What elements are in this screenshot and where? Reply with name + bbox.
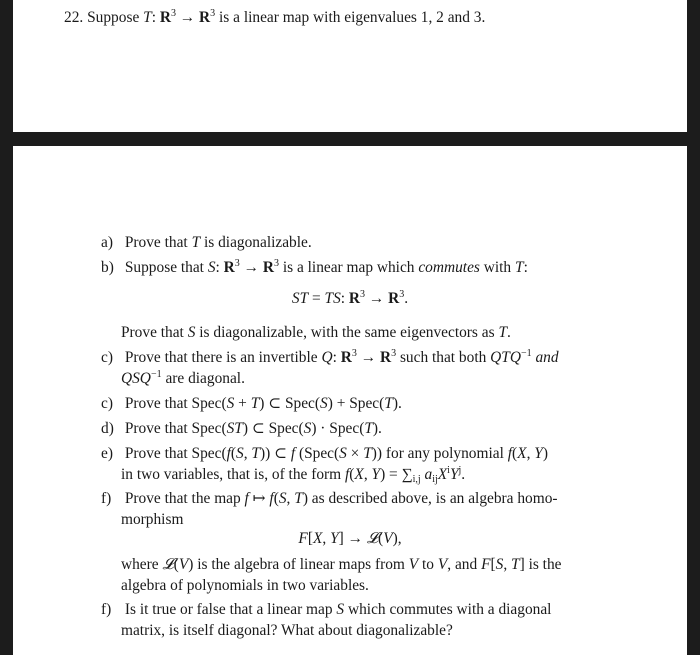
part-c1-line2: $QSQ^{-1}$ are diagonal. — [121, 369, 245, 387]
part-d: d) Prove that Spec(ST) ⊂ Spec(S) · Spec(T). — [101, 420, 382, 437]
part-c1: c) Prove that there is an invertible Q: $R^3 \to R^3$ such that both $QTQ^{-1}$ and — [101, 348, 559, 366]
part-c2: c) Prove that Spec(S + T) ⊂ Spec(S) + Spec(T). — [101, 395, 402, 412]
part-f1-line2: morphism — [121, 511, 184, 528]
divider-band — [0, 132, 700, 146]
part-f1-where: where 𝓛(V) is the algebra of linear maps from V to V, and F[S, T] is the — [121, 556, 562, 573]
part-b: b) Suppose that S: $R^3 \to R^3$ is a linear map which commutes with T: — [101, 258, 528, 276]
part-f1-last: algebra of polynomials in two variables. — [121, 577, 369, 594]
part-e-line2: in two variables, that is, of the form f(X, $Y) = \sum_{i,j}$ $a_{ij}X^iY^j$. — [121, 465, 466, 485]
problem-statement: 22. Suppose T: $R^3 \to R^3$ is a linear map with eigenvalues 1, 2 and 3. — [64, 8, 486, 26]
part-b-equation: ST = TS: $R^3 \to R^3$. — [291, 289, 409, 307]
part-f2: f) Is it true or false that a linear map S which commutes with a diagonal — [101, 601, 552, 618]
part-f2-line2: matrix, is itself diagonal? What about diagonalizable? — [121, 622, 453, 639]
part-f1-equation: F[X, Y] → 𝓛(V), — [298, 530, 402, 547]
part-e: e) Prove that Spec(f(S, T)) ⊂ f (Spec(S × T)) for any polynomial f(X, Y) — [101, 445, 548, 462]
part-a: a) Prove that T is diagonalizable. — [101, 234, 312, 251]
right-border — [687, 0, 700, 655]
problem-number: 22. — [64, 9, 84, 26]
left-border — [0, 0, 13, 655]
part-b-continuation: Prove that S is diagonalizable, with the same eigenvectors as T. — [121, 324, 511, 341]
part-f1: f) Prove that the map f ↦ f(S, T) as described above, is an algebra homo- — [101, 490, 558, 507]
